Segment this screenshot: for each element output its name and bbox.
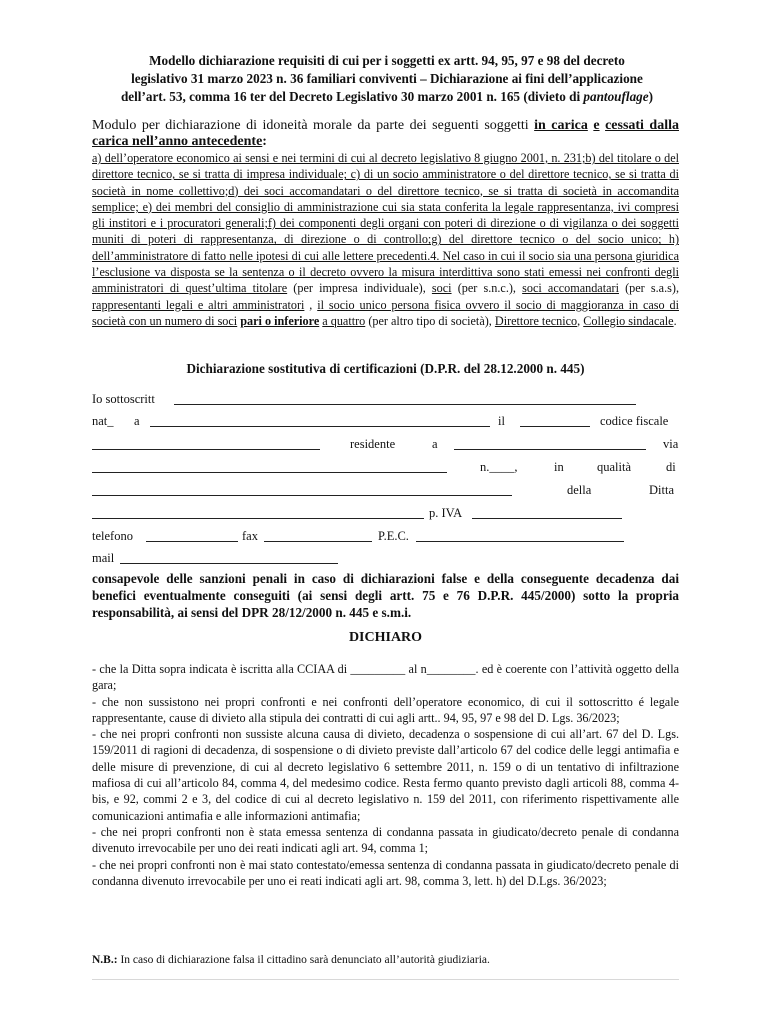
label-fax: fax bbox=[242, 529, 258, 543]
via-input[interactable] bbox=[92, 472, 447, 473]
soggetti-t7: (per altro tipo di società), bbox=[365, 313, 495, 328]
ditta-input[interactable] bbox=[92, 518, 424, 519]
title-pantouflage: pantouflage bbox=[583, 89, 649, 104]
fax-input[interactable] bbox=[264, 541, 372, 542]
declaration-cciaa: - che la Ditta sopra indicata è iscritta alla CCIAA di _________ al n________. ed è coerente con l’attività oggetto della gara; bbox=[92, 662, 679, 693]
soggetti-underlined-text: a) dell’operatore economico ai sensi e nei termini di cui al decreto legislativo 8 giugno 2001, n. 231;b) del titolare o del direttore tecnico, se si tratta di impresa individuale; c) di un socio amministratore o del direttore tecnico, se si tratta di società in nome collettivo;d) dei soci accomandatari o del direttore tecnico, se si tratta di società in accomandita semplice; e) dei membri del consiglio di amministrazione cui sia stata conferita la legale rappresentanza, ivi compresi gli institori e i procuratori generali;f) dei componenti degli organi con poteri di direzione o di vigilanza o dei soggetti muniti di poteri di rappresentanza, di direzione o di controllo;g) del direttore tecnico o del socio unico; h) dell’amministratore di fatto nelle ipotesi di cui alle lettere precedenti.4. Nel caso in cui il socio sia una persona giuridica l’esclusione va disposta se la sentenza o il decreto ovvero la misura interdittiva sono stati emessi nei confronti degli amministratori di quest’ultima titolare bbox=[92, 151, 679, 296]
label-mail: mail bbox=[92, 551, 115, 565]
intro-cessati: cessati dalla carica nell’anno antecedente bbox=[92, 118, 679, 149]
footer-divider bbox=[92, 979, 679, 980]
mail-input[interactable] bbox=[120, 563, 338, 564]
label-telefono: telefono bbox=[92, 529, 133, 543]
label-sottoscritto: Io sottoscritt bbox=[92, 392, 155, 406]
label-di: di bbox=[666, 460, 676, 474]
title-line-1: Modello dichiarazione requisiti di cui per i soggetti ex artt. 94, 95, 97 e 98 del decreto bbox=[149, 53, 625, 68]
declarations-list bbox=[92, 661, 679, 889]
label-codice-fiscale: codice fiscale bbox=[600, 414, 669, 428]
label-numero: n.____, bbox=[480, 460, 518, 474]
soggetti-socio-unico: il socio unico persona fisica ovvero il socio di maggioranza in caso di società con un numero di soci bbox=[92, 297, 679, 328]
nb-label: N.B.: bbox=[92, 954, 118, 966]
luogo-nascita-input[interactable] bbox=[150, 426, 490, 427]
telefono-input[interactable] bbox=[146, 541, 238, 542]
declaration-antimafia: - che nei propri confronti non sussiste alcuna causa di divieto, decadenza o sospensione di cui all’art. 67 del D. Lgs. 159/2011 di ragioni di decadenza, di sospensione o di divieto previste dall’articolo 67 del codice delle leggi antimafia e delle misure di prevenzione, di cui al decreto legislativo 6 settembre 2011, n. 159 o di un tentativo di infiltrazione mafiosa di cui all’articolo 84, comma 4, del medesimo codice. Resta fermo quanto previsto dagli articoli 88, comma 4- bis, e 92, commi 2 e 3, del codice di cui al decreto legislativo n. 159 del 2011, con riferimento rispettivamente alle comunicazioni antimafia e alle informazioni antimafia; bbox=[92, 727, 679, 823]
sottoscritto-input[interactable] bbox=[174, 404, 636, 405]
label-via: via bbox=[663, 437, 679, 451]
label-residente: residente bbox=[350, 437, 396, 451]
title-line-3-end: ) bbox=[648, 89, 654, 104]
soggetti-rappresentanti: rappresentanti legali e altri amministratori bbox=[92, 297, 305, 312]
dichiaro-heading: DICHIARO bbox=[348, 630, 423, 645]
soggetti-list bbox=[92, 150, 679, 329]
soggetti-accomandatari: soci accomandatari bbox=[522, 281, 619, 296]
label-in: in bbox=[554, 460, 564, 474]
label-il: il bbox=[498, 414, 505, 428]
label-a: a bbox=[134, 414, 140, 428]
qualita-input[interactable] bbox=[92, 495, 512, 496]
consapevole-paragraph: consapevole delle sanzioni penali in caso di dichiarazioni false e della conseguente decadenza dai benefici eventualmente conseguiti (ai sensi degli artt. 75 e 76 D.P.R. 445/2000) sotto la propria responsabilità, ai sensi del DPR 28/12/2000 n. 445 e s.m.i. bbox=[92, 571, 679, 620]
label-a-residenza: a bbox=[432, 437, 438, 451]
soggetti-direttore: Direttore tecnico bbox=[494, 313, 578, 328]
declaration-divieto-stipula: - che non sussistono nei propri confronti e nei confronti dell’operatore economico, di cui il sottoscritto é legale rappresentante, cause di divieto alla stipula dei contratti di cui agli artt.. 94, 95, 97 e 98 del D. Lgs. 36/2023; bbox=[92, 694, 679, 725]
soggetti-t4: , bbox=[304, 297, 318, 312]
piva-input[interactable] bbox=[472, 518, 622, 519]
intro-text: Modulo per dichiarazione di idoneità morale da parte dei seguenti soggetti bbox=[92, 118, 535, 133]
declaration-condanna-art94: - che nei propri confronti non è stata emessa sentenza di condanna passata in giudicato/decreto penale di condanna divenuto irrevocabile per uno dei reati indicati agli art. 94, comma 1; bbox=[92, 824, 679, 856]
nb-text: In caso di dichiarazione falsa il cittadino sarà denunciato all’autorità giudiziaria. bbox=[117, 954, 490, 966]
intro-in-carica: in carica bbox=[534, 118, 588, 133]
label-ditta: Ditta bbox=[649, 483, 674, 497]
comune-residenza-input[interactable] bbox=[454, 449, 646, 450]
soggetti-soci: soci bbox=[431, 281, 452, 296]
title-line-3 bbox=[92, 88, 682, 106]
soggetti-t2: (per s.n.c.), bbox=[451, 281, 523, 296]
soggetti-quattro: a quattro bbox=[322, 313, 366, 328]
title-line-3-text: dell’art. 53, comma 16 ter del Decreto Legislativo 30 marzo 2001 n. 165 (divieto di bbox=[120, 89, 584, 104]
declaration-condanna-art98: - che nei propri confronti non è mai stato contestato/emessa sentenza di condanna passata in giudicato/decreto penale di condanna divenuto irrevocabile per uno ei reati indicati agli art. 98, comma 3, lett. h) del D.Lgs. 36/2023; bbox=[92, 857, 679, 888]
pec-input[interactable] bbox=[416, 541, 624, 542]
soggetti-t8: , bbox=[577, 313, 584, 328]
intro-colon: : bbox=[262, 134, 267, 149]
document-title bbox=[92, 52, 682, 106]
label-pec: P.E.C. bbox=[378, 529, 409, 543]
label-nat: nat_ bbox=[92, 414, 114, 428]
intro-paragraph bbox=[92, 118, 679, 150]
soggetti-t3: (per s.a.s), bbox=[618, 281, 679, 296]
soggetti-pari: pari o inferiore bbox=[240, 313, 320, 328]
soggetti-t1: (per impresa individuale), bbox=[287, 281, 432, 296]
label-qualita: qualità bbox=[597, 460, 632, 474]
label-piva: p. IVA bbox=[429, 506, 463, 520]
subtitle: Dichiarazione sostitutiva di certificazioni (D.P.R. del 28.12.2000 n. 445) bbox=[186, 361, 585, 376]
soggetti-collegio: Collegio sindacale bbox=[583, 313, 674, 328]
soggetti-t9: . bbox=[673, 313, 677, 328]
title-line-2: legislativo 31 marzo 2023 n. 36 familiari conviventi – Dichiarazione ai fini dell’applicazione bbox=[131, 71, 643, 86]
nota-bene bbox=[92, 954, 679, 966]
data-nascita-input[interactable] bbox=[520, 426, 590, 427]
label-della: della bbox=[567, 483, 592, 497]
intro-e: e bbox=[593, 118, 600, 133]
codice-fiscale-input[interactable] bbox=[92, 449, 320, 450]
